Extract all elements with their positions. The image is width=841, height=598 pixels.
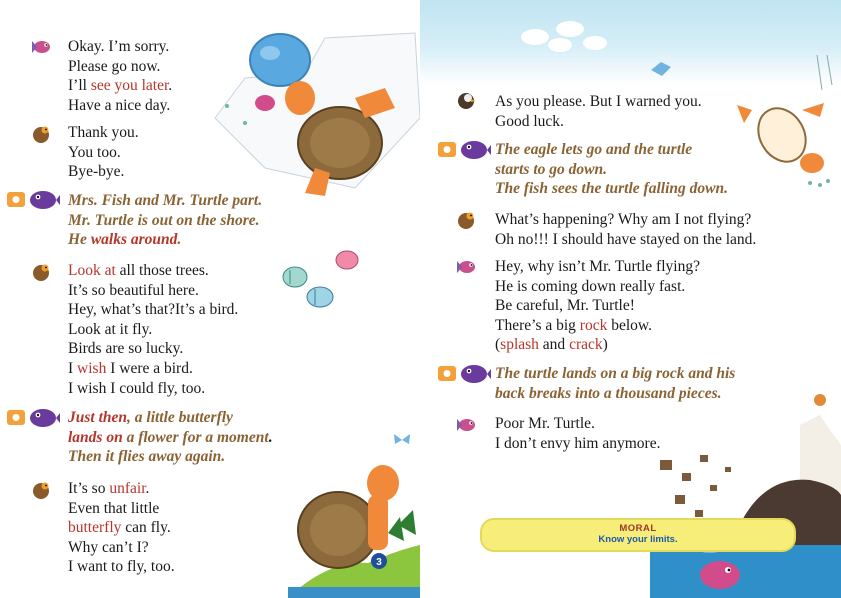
narration-3 <box>495 140 728 199</box>
vocab-highlight: lands on <box>68 428 123 446</box>
text-line: You too. <box>68 143 121 161</box>
moral-title: MORAL <box>619 523 657 534</box>
text-line: I don’t envy him anymore. <box>495 434 661 452</box>
fish-icon <box>31 38 53 56</box>
text-line: Look at it fly. <box>68 320 153 338</box>
vocab-highlight: Just then <box>68 409 128 426</box>
narration-line: Just then, a little butterfly <box>68 409 233 426</box>
fish-school-illustration <box>275 232 370 327</box>
narration-line: The fish sees the turtle falling down. <box>495 180 728 198</box>
vocab-highlight: butterfly <box>68 519 122 537</box>
dialogue-fish-2 <box>495 257 700 355</box>
vocab-highlight: rock <box>579 316 608 334</box>
text-line: I wish I could fly, too. <box>68 379 206 397</box>
text-line: I want to fly, too. <box>68 558 175 576</box>
text-line: Poor Mr. Turtle. <box>495 415 595 432</box>
text-line: He is coming down really fast. <box>495 277 686 295</box>
vocab-highlight: walks around <box>90 231 178 249</box>
page-number: 3 <box>376 557 382 568</box>
text-line: Birds are so lucky. <box>68 340 184 358</box>
text-line: What’s happening? Why am I not flying? <box>495 211 752 228</box>
dialogue-turtle-4 <box>495 210 756 249</box>
turtle-icon <box>456 210 476 230</box>
narration-line: lands on a flower for a moment. <box>68 428 273 446</box>
right-page <box>420 0 841 598</box>
butterfly-illustration <box>392 432 412 448</box>
fish-icon <box>456 258 478 276</box>
narration-line: Mrs. Fish and Mr. Turtle part. <box>68 192 263 209</box>
moral-box <box>480 518 796 552</box>
turtle-island-illustration <box>288 455 420 598</box>
text-line: Even that little <box>68 499 160 517</box>
dialogue-turtle-3 <box>68 479 175 577</box>
text-line: Why can’t I? <box>68 538 149 556</box>
clouds-illustration <box>515 15 625 55</box>
narration-line: The eagle lets go and the turtle <box>495 141 693 158</box>
text-line: Look at all those trees. <box>68 262 209 279</box>
dialogue-eagle-1 <box>495 92 702 131</box>
vocab-highlight: splash <box>500 336 539 354</box>
text-line: There’s a big rock below. <box>495 316 652 334</box>
text-line: It’s so unfair. <box>68 480 150 497</box>
narration-line: He walks around. <box>68 231 182 249</box>
dialogue-fish-3 <box>495 414 660 453</box>
turtle-icon <box>31 262 51 282</box>
narration-line: Mr. Turtle is out on the shore. <box>68 211 260 229</box>
narration-line: Then it flies away again. <box>68 448 226 466</box>
text-line: Oh no!!! I should have stayed on the land. <box>495 230 757 248</box>
text-line: I’ll see you later. <box>68 77 173 95</box>
vocab-highlight: wish <box>77 359 107 377</box>
text-line: Please go now. <box>68 57 161 75</box>
vocab-highlight: see you later <box>90 77 169 95</box>
vocab-highlight: unfair <box>109 480 146 497</box>
narration-line: starts to go down. <box>495 160 607 178</box>
text-line: I wish I were a bird. <box>68 359 193 377</box>
fish-icon <box>456 416 478 434</box>
narration-line: The turtle lands on a big rock and his <box>495 365 736 382</box>
rock-crash-illustration <box>650 385 841 598</box>
narration-line: back breaks into a thousand pieces. <box>495 384 722 402</box>
text-line: It’s so beautiful here. <box>68 281 199 299</box>
text-line: Hey, what’s that?It’s a bird. <box>68 301 239 319</box>
eagle-icon <box>456 91 476 111</box>
narration-1 <box>68 191 262 250</box>
falling-turtle-illustration <box>732 55 841 200</box>
text-line: As you please. But I warned you. <box>495 93 702 110</box>
text-line: Hey, why isn’t Mr. Turtle flying? <box>495 258 700 275</box>
dialogue-turtle-2 <box>68 261 238 398</box>
narrator-icon <box>5 189 61 211</box>
turtle-icon <box>31 480 51 500</box>
narrator-icon <box>436 363 492 385</box>
text-line: Bye-bye. <box>68 163 125 181</box>
dialogue-fish-1 <box>68 37 172 115</box>
narrator-icon <box>436 139 492 161</box>
moral-text: Know your limits. <box>598 534 678 545</box>
turtle-icon <box>31 124 51 144</box>
text-line: Okay. I’m sorry. <box>68 38 170 55</box>
text-line: butterfly can fly. <box>68 519 171 537</box>
bird-illustration <box>648 58 674 80</box>
dialogue-turtle-1 <box>68 123 139 182</box>
vocab-highlight: crack <box>569 336 603 354</box>
text-line: Be careful, Mr. Turtle! <box>495 297 635 315</box>
narrator-icon <box>5 407 61 429</box>
narration-2 <box>68 408 273 467</box>
turtle-bubble-illustration <box>205 18 420 203</box>
vocab-highlight: Look at <box>68 262 116 279</box>
text-line: Thank you. <box>68 124 139 141</box>
text-line: Have a nice day. <box>68 96 171 114</box>
text-line: (splash and crack) <box>495 336 608 354</box>
text-line: Good luck. <box>495 112 564 130</box>
left-page <box>0 0 420 598</box>
